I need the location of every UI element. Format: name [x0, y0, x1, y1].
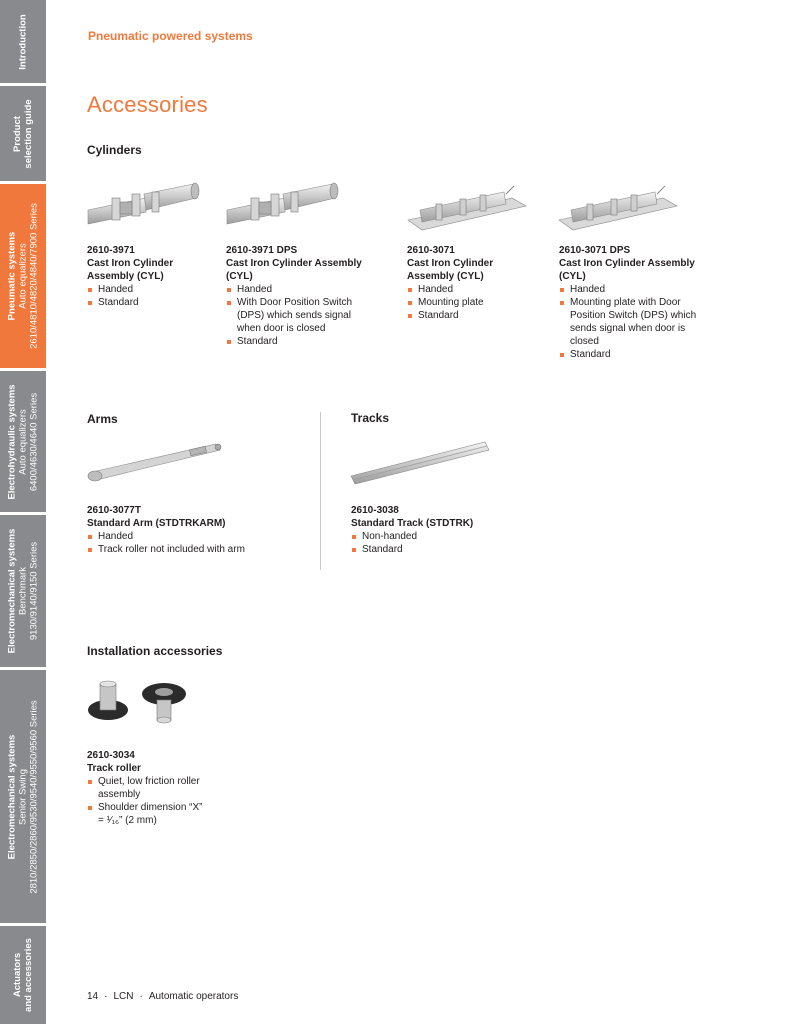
tab-pneumatic-systems[interactable] [0, 184, 46, 368]
product-name: (CYL) [559, 271, 586, 282]
list-item: Mounting plate [407, 296, 532, 309]
product-name: Cast Iron Cylinder [407, 258, 494, 269]
running-header: Pneumatic powered systems [88, 29, 253, 43]
track-image [349, 438, 491, 488]
track-roller-image [86, 678, 190, 726]
product-name: Standard Track (STDTRK) [351, 518, 474, 529]
feature-list [226, 283, 366, 348]
product-code: 2610-3971 [87, 245, 135, 256]
tab-title: Introduction [17, 13, 29, 70]
tab-subtitle: Auto equalizers [17, 408, 29, 475]
tab-subtitle: Senior Swing [17, 768, 29, 825]
tab-series: 6400/4630/4640 Series [28, 392, 40, 491]
cylinder-image [86, 180, 202, 230]
product-code: 2610-3071 [407, 245, 455, 256]
list-item: Handed [407, 283, 532, 296]
tab-subtitle: Auto equalizers [17, 243, 29, 309]
product-name: Assembly (CYL) [407, 271, 484, 282]
feature-list [559, 283, 699, 361]
footer-section: Automatic operators [148, 991, 239, 1002]
section-heading-arms: Arms [87, 412, 118, 426]
tab-title: Actuators [12, 952, 23, 998]
product-2610-3034 [87, 749, 207, 827]
product-2610-3071-dps [559, 244, 699, 361]
tab-series: 2610/4810/4820/4840/7900 Series [28, 203, 40, 349]
page-footer [87, 991, 238, 1002]
list-item: Non-handed [351, 530, 551, 543]
list-item: Standard [559, 348, 699, 361]
tab-series: 2810/2850/2860/9530/9540/9550/9560 Series [28, 699, 40, 894]
product-name: Cast Iron Cylinder [87, 258, 174, 269]
list-item: Standard [226, 335, 366, 348]
product-code: 2610-3971 DPS [226, 245, 298, 256]
product-name: Cast Iron Cylinder Assembly [559, 258, 695, 269]
feature-list [87, 775, 207, 827]
section-heading-tracks: Tracks [351, 411, 390, 425]
section-heading-installation-accessories: Installation accessories [87, 644, 223, 658]
product-name: Track roller [87, 763, 141, 774]
list-item: With Door Position Switch (DPS) which sends signal when door is closed [226, 296, 366, 335]
feature-list [407, 283, 532, 322]
tab-electromechanical-senior-swing[interactable] [0, 670, 46, 923]
tab-title: Electrohydraulic systems [6, 383, 18, 500]
list-item: Track roller not included with arm [87, 543, 287, 556]
list-item: Quiet, low friction roller assembly [87, 775, 207, 801]
list-item: Handed [87, 530, 287, 543]
feature-list [87, 283, 212, 309]
list-item: Mounting plate with Door Position Switch (DPS) which sends signal when door is closed [559, 296, 699, 348]
section-heading-cylinders: Cylinders [87, 143, 142, 157]
product-2610-3971 [87, 244, 212, 309]
footer-separator: · [139, 991, 143, 1002]
product-code: 2610-3077T [87, 505, 141, 516]
product-code: 2610-3071 DPS [559, 245, 631, 256]
tab-electrohydraulic-systems[interactable] [0, 371, 46, 512]
product-code: 2610-3034 [87, 750, 135, 761]
side-tab-bar [0, 0, 46, 1024]
cylinder-mounting-plate-image [406, 180, 528, 232]
tab-title: Product [12, 115, 23, 152]
tab-subtitle: Benchmark [17, 566, 29, 616]
list-item: Standard [351, 543, 551, 556]
page-title: Accessories [87, 92, 208, 117]
cylinder-dps-image [225, 180, 341, 230]
list-item: Standard [407, 309, 532, 322]
list-item: Standard [87, 296, 212, 309]
feature-list [87, 530, 287, 556]
product-code: 2610-3038 [351, 505, 399, 516]
column-divider [320, 412, 321, 570]
tab-title: Electromechanical systems [6, 528, 18, 654]
list-item: Shoulder dimension “X” = ¹⁄₁₆” (2 mm) [87, 801, 207, 827]
product-2610-3971-dps [226, 244, 366, 348]
tab-product-selection-guide[interactable] [0, 86, 46, 181]
footer-separator: · [104, 991, 108, 1002]
page-number: 14 [87, 991, 99, 1002]
tab-title: Electromechanical systems [6, 734, 18, 859]
product-name: Cast Iron Cylinder Assembly [226, 258, 362, 269]
product-2610-3071 [407, 244, 532, 322]
list-item: Handed [87, 283, 212, 296]
product-2610-3038 [351, 504, 551, 556]
feature-list [351, 530, 551, 556]
tab-introduction[interactable] [0, 0, 46, 83]
tab-electromechanical-benchmark[interactable] [0, 515, 46, 667]
tab-title-line2: and accessories [23, 938, 34, 1012]
tab-title-line2: selection guide [23, 98, 34, 169]
product-name: Assembly (CYL) [87, 271, 164, 282]
tab-actuators-and-accessories[interactable] [0, 926, 46, 1024]
list-item: Handed [226, 283, 366, 296]
cylinder-mounting-plate-dps-image [557, 180, 679, 232]
arm-image [86, 438, 226, 486]
product-name: Standard Arm (STDTRKARM) [87, 518, 226, 529]
tab-title: Pneumatic systems [6, 231, 18, 321]
tab-series: 9130/9140/9150 Series [28, 541, 40, 641]
list-item: Handed [559, 283, 699, 296]
product-2610-3077t [87, 504, 287, 556]
product-name: (CYL) [226, 271, 253, 282]
footer-brand: LCN [113, 991, 134, 1002]
